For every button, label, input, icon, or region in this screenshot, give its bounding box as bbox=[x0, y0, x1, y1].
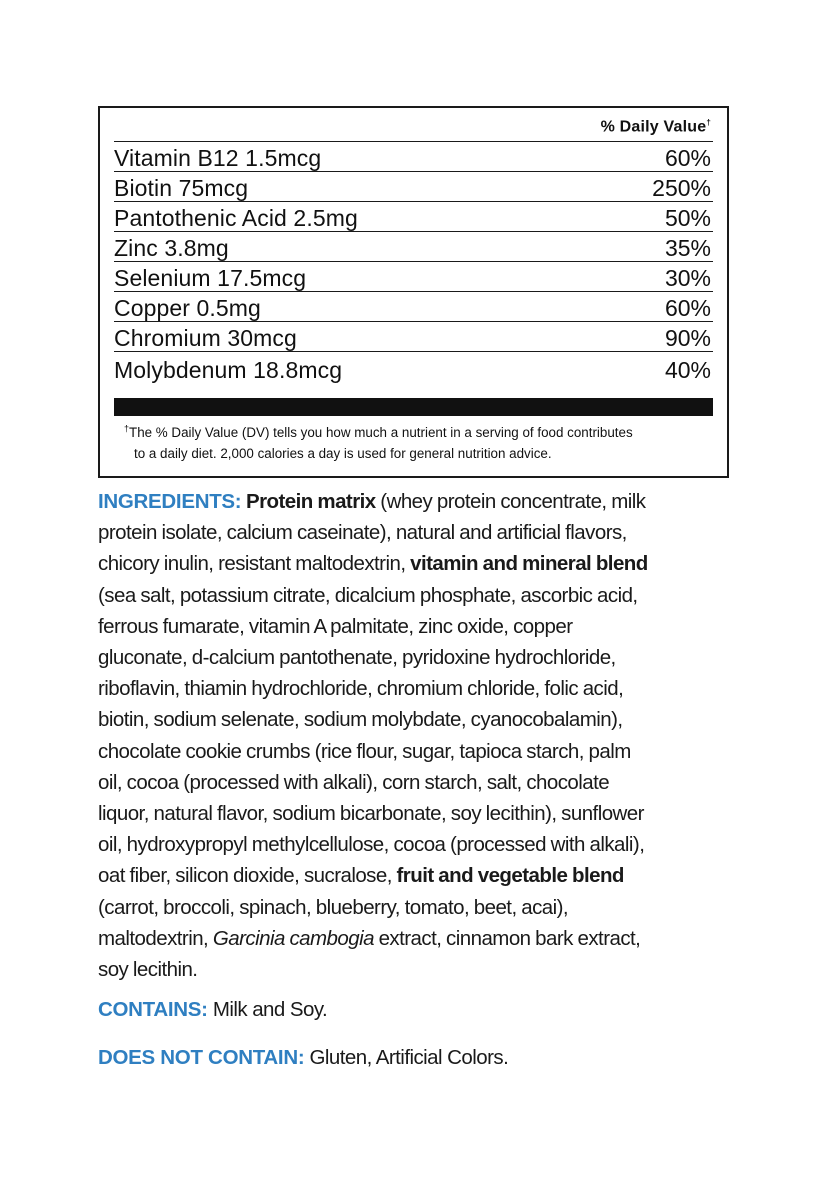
contains-value: Milk and Soy. bbox=[207, 998, 328, 1021]
nutrient-row bbox=[114, 202, 713, 232]
ingredients-line: oil, hydroxypropyl methylcellulose, cocoa (processed with alkali), bbox=[98, 833, 645, 857]
nutrient-row bbox=[114, 262, 713, 292]
ingredients-line: (sea salt, potassium citrate, dicalcium phosphate, ascorbic acid, bbox=[98, 583, 638, 607]
fruit-blend-heading: fruit and vegetable blend bbox=[396, 864, 624, 888]
ingredients-line: gluconate, d-calcium pantothenate, pyridoxine hydrochloride, bbox=[98, 646, 616, 670]
ingredients-line: biotin, sodium selenate, sodium molybdate, cyanocobalamin), bbox=[98, 708, 623, 732]
nutrient-dv: 50% bbox=[664, 205, 711, 231]
does-not-contain-line bbox=[98, 1044, 508, 1072]
nutrient-row bbox=[114, 292, 713, 322]
ingredients-line bbox=[98, 486, 730, 517]
daily-value-header-text: % Daily Value bbox=[600, 118, 707, 136]
footnote-dagger: † bbox=[124, 423, 130, 434]
ingredients-line: liquor, natural flavor, sodium bicarbonate, soy lecithin), sunflower bbox=[98, 802, 644, 826]
nutrient-dv: 35% bbox=[664, 235, 711, 261]
nutrient-dv: 60% bbox=[664, 295, 711, 321]
nutrient-name: Biotin 75mcg bbox=[114, 175, 249, 201]
ingredients-line: (carrot, broccoli, spinach, blueberry, tomato, beet, acai), bbox=[98, 895, 569, 919]
contains-label: CONTAINS: bbox=[98, 998, 208, 1021]
thick-divider-bar bbox=[114, 398, 713, 416]
ingredients-label: INGREDIENTS: bbox=[98, 490, 242, 513]
ingredients-line: soy lecithin. bbox=[98, 958, 198, 982]
nutrient-dv: 90% bbox=[664, 325, 711, 351]
nutrient-row bbox=[114, 142, 713, 172]
nutrient-name: Chromium 30mcg bbox=[114, 325, 297, 351]
nutrient-row bbox=[114, 172, 713, 202]
dagger-mark: † bbox=[706, 118, 711, 127]
nutrient-dv: 30% bbox=[664, 265, 711, 291]
nutrient-row bbox=[114, 232, 713, 262]
ingredients-line bbox=[98, 860, 730, 891]
nutrient-dv: 40% bbox=[664, 357, 711, 383]
ingredients-text: oat fiber, silicon dioxide, sucralose, bbox=[98, 864, 397, 888]
nutrient-name: Molybdenum 18.8mcg bbox=[114, 357, 343, 383]
nutrient-dv: 60% bbox=[664, 145, 711, 171]
footnote-line-1 bbox=[124, 422, 711, 443]
protein-matrix-heading: Protein matrix bbox=[245, 490, 376, 513]
ingredients-line: riboflavin, thiamin hydrochloride, chromium chloride, folic acid, bbox=[98, 677, 624, 701]
does-not-contain-value: Gluten, Artificial Colors. bbox=[304, 1046, 509, 1069]
nutrient-name: Copper 0.5mg bbox=[114, 295, 261, 321]
vitamin-blend-heading: vitamin and mineral blend bbox=[410, 552, 648, 576]
daily-value-footnote bbox=[124, 422, 711, 464]
ingredients-text: extract, cinnamon bark extract, bbox=[373, 926, 641, 950]
ingredients-section bbox=[98, 486, 730, 985]
nutrient-name: Zinc 3.8mg bbox=[114, 235, 229, 261]
ingredients-line bbox=[98, 923, 730, 954]
nutrient-name: Vitamin B12 1.5mcg bbox=[114, 145, 322, 171]
garcinia-italic: Garcinia cambogia bbox=[212, 926, 374, 950]
nutrient-dv: 250% bbox=[652, 175, 711, 201]
daily-value-header bbox=[601, 118, 711, 136]
does-not-contain-label: DOES NOT CONTAIN: bbox=[98, 1046, 305, 1069]
ingredients-line: ferrous fumarate, vitamin A palmitate, zinc oxide, copper bbox=[98, 614, 573, 638]
supplement-facts-panel bbox=[98, 106, 729, 478]
nutrient-name: Pantothenic Acid 2.5mg bbox=[114, 205, 358, 231]
nutrient-table bbox=[114, 141, 713, 386]
ingredients-line: chocolate cookie crumbs (rice flour, sugar, tapioca starch, palm bbox=[98, 739, 631, 763]
ingredients-line bbox=[98, 548, 730, 579]
footnote-line-2: to a daily diet. 2,000 calories a day is used for general nutrition advice. bbox=[134, 446, 552, 461]
ingredients-text: maltodextrin, bbox=[98, 926, 213, 950]
ingredients-text: (whey protein concentrate, milk bbox=[375, 490, 646, 513]
nutrient-row bbox=[114, 352, 713, 386]
footnote-text-1: The % Daily Value (DV) tells you how much a nutrient in a serving of food contributes bbox=[129, 425, 633, 440]
nutrient-name: Selenium 17.5mcg bbox=[114, 265, 307, 291]
ingredients-line: oil, cocoa (processed with alkali), corn starch, salt, chocolate bbox=[98, 770, 610, 794]
ingredients-line: protein isolate, calcium caseinate), natural and artificial flavors, bbox=[98, 521, 627, 545]
contains-line bbox=[98, 996, 327, 1024]
ingredients-text: chicory inulin, resistant maltodextrin, bbox=[98, 552, 411, 576]
nutrient-row bbox=[114, 322, 713, 352]
